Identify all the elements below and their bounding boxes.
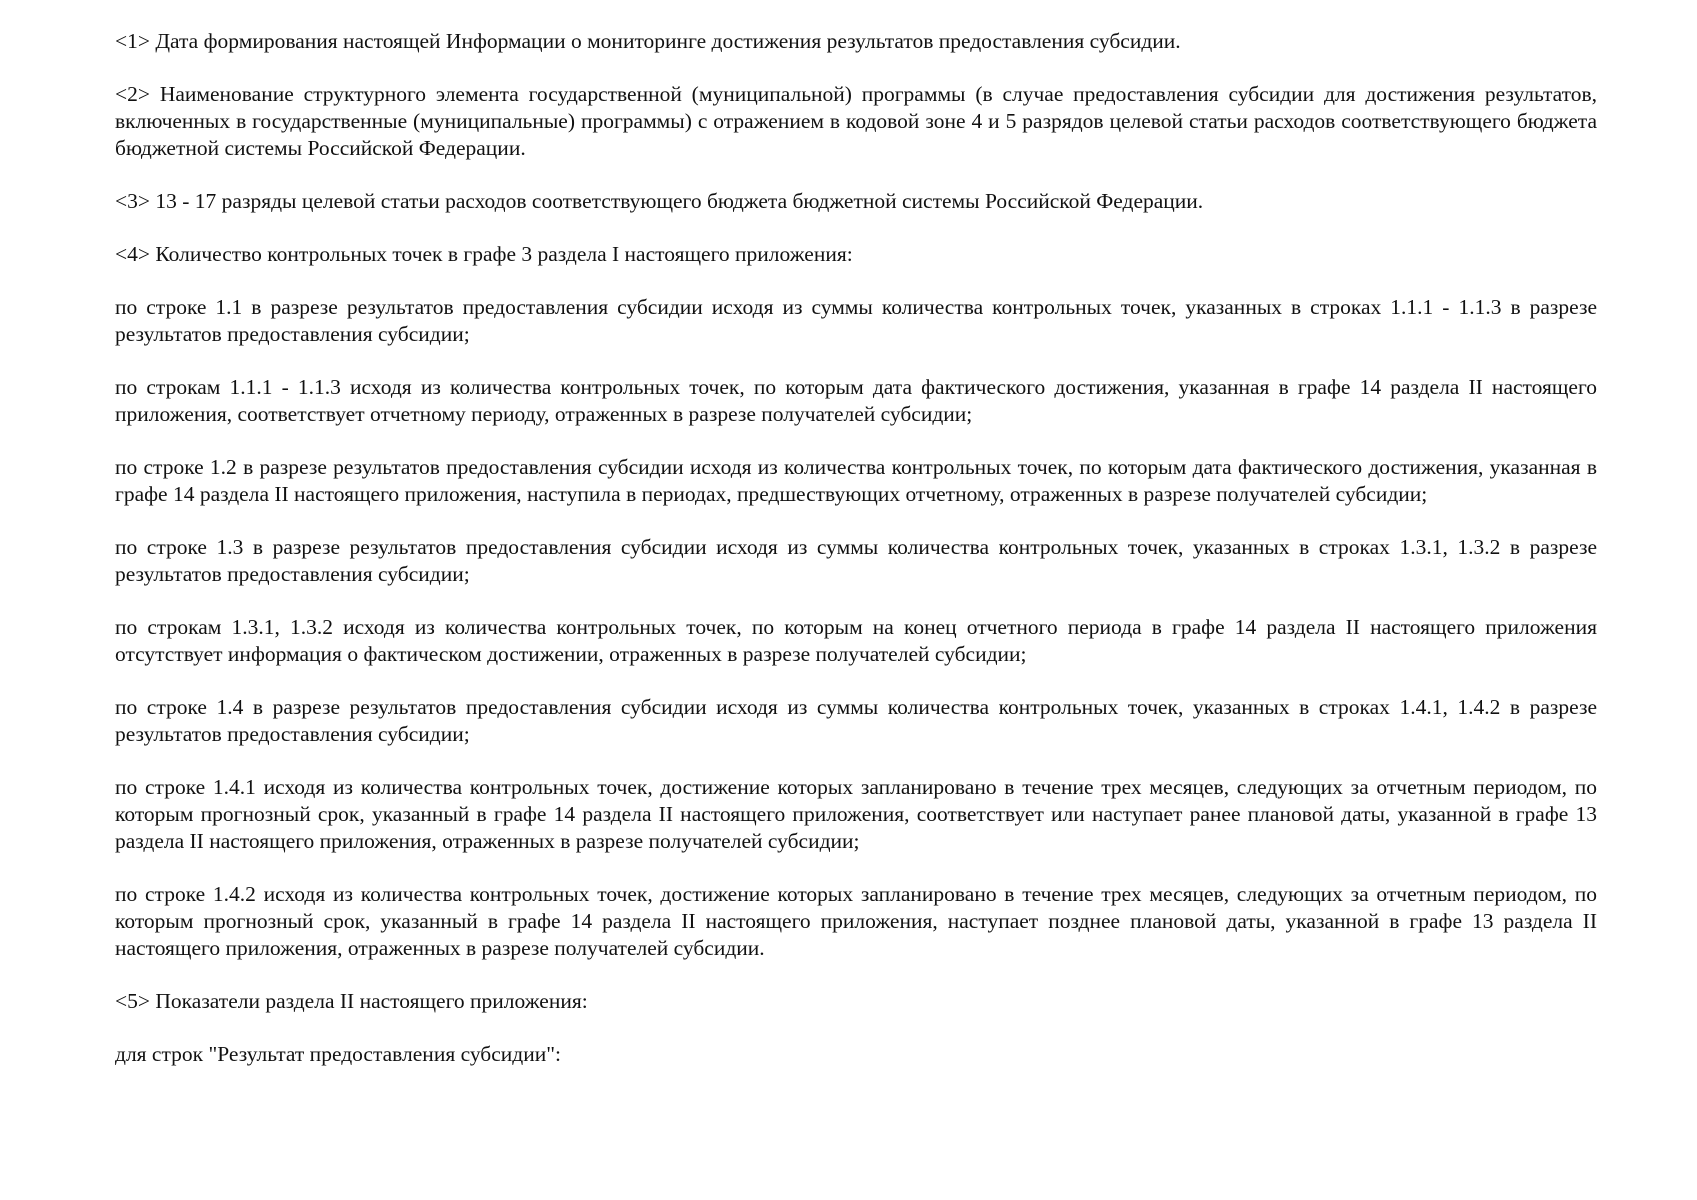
footnote-4-item-1-1: по строке 1.1 в разрезе результатов предоставления субсидии исходя из суммы количества контрольных точек, указанных в строках 1.1.1 - 1.1.3 в разрезе результатов предоставления субсидии; bbox=[115, 295, 1597, 346]
footnote-4-heading: <4> Количество контрольных точек в графе 3 раздела I настоящего приложения: bbox=[115, 242, 853, 266]
footnote-4-item-1-3-x: по строкам 1.3.1, 1.3.2 исходя из количества контрольных точек, по которым на конец отчетного периода в графе 14 раздела II настоящего приложения отсутствует информация о фактическом достижении, отраженных в разрезе получателей субсидии; bbox=[115, 615, 1597, 666]
footnote-4-item-1-4-1: по строке 1.4.1 исходя из количества контрольных точек, достижение которых запланировано в течение трех месяцев, следующих за отчетным периодом, по которым прогнозный срок, указанный в графе 14 раздела II настоящего приложения, соответствует или наступает ранее плановой даты, указанной в графе 13 раздела II настоящего приложения, отраженных в разрезе получателей субсидии; bbox=[115, 775, 1597, 853]
footnote-4-item-1-3: по строке 1.3 в разрезе результатов предоставления субсидии исходя из суммы количества контрольных точек, указанных в строках 1.3.1, 1.3.2 в разрезе результатов предоставления субсидии; bbox=[115, 535, 1597, 586]
footnote-4-item-1-1-x: по строкам 1.1.1 - 1.1.3 исходя из количества контрольных точек, по которым дата фактического достижения, указанная в графе 14 раздела II настоящего приложения, соответствует отчетному периоду, отраженных в разрезе получателей субсидии; bbox=[115, 375, 1597, 426]
footnote-1: <1> Дата формирования настоящей Информации о мониторинге достижения результатов предоставления субсидии. bbox=[115, 29, 1181, 53]
footnote-5-heading: <5> Показатели раздела II настоящего приложения: bbox=[115, 989, 588, 1013]
document-page bbox=[115, 28, 1597, 1068]
footnote-4-item-1-2: по строке 1.2 в разрезе результатов предоставления субсидии исходя из количества контрольных точек, по которым дата фактического достижения, указанная в графе 14 раздела II настоящего приложения, наступила в периодах, предшествующих отчетному, отраженных в разрезе получателей субсидии; bbox=[115, 455, 1597, 506]
footnote-4-item-1-4-2: по строке 1.4.2 исходя из количества контрольных точек, достижение которых запланировано в течение трех месяцев, следующих за отчетным периодом, по которым прогнозный срок, указанный в графе 14 раздела II настоящего приложения, наступает позднее плановой даты, указанной в графе 13 раздела II настоящего приложения, отраженных в разрезе получателей субсидии. bbox=[115, 882, 1597, 960]
footnote-4-item-1-4: по строке 1.4 в разрезе результатов предоставления субсидии исходя из суммы количества контрольных точек, указанных в строках 1.4.1, 1.4.2 в разрезе результатов предоставления субсидии; bbox=[115, 695, 1597, 746]
footnote-5-item-result: для строк "Результат предоставления субсидии": bbox=[115, 1042, 561, 1066]
footnote-3: <3> 13 - 17 разряды целевой статьи расходов соответствующего бюджета бюджетной системы Российской Федерации. bbox=[115, 189, 1204, 213]
footnote-2: <2> Наименование структурного элемента государственной (муниципальной) программы (в случае предоставления субсидии для достижения результатов, включенных в государственные (муниципальные) программы) с отражением в кодовой зоне 4 и 5 разрядов целевой статьи расходов соответствующего бюджета бюджетной системы Российской Федерации. bbox=[115, 82, 1597, 160]
